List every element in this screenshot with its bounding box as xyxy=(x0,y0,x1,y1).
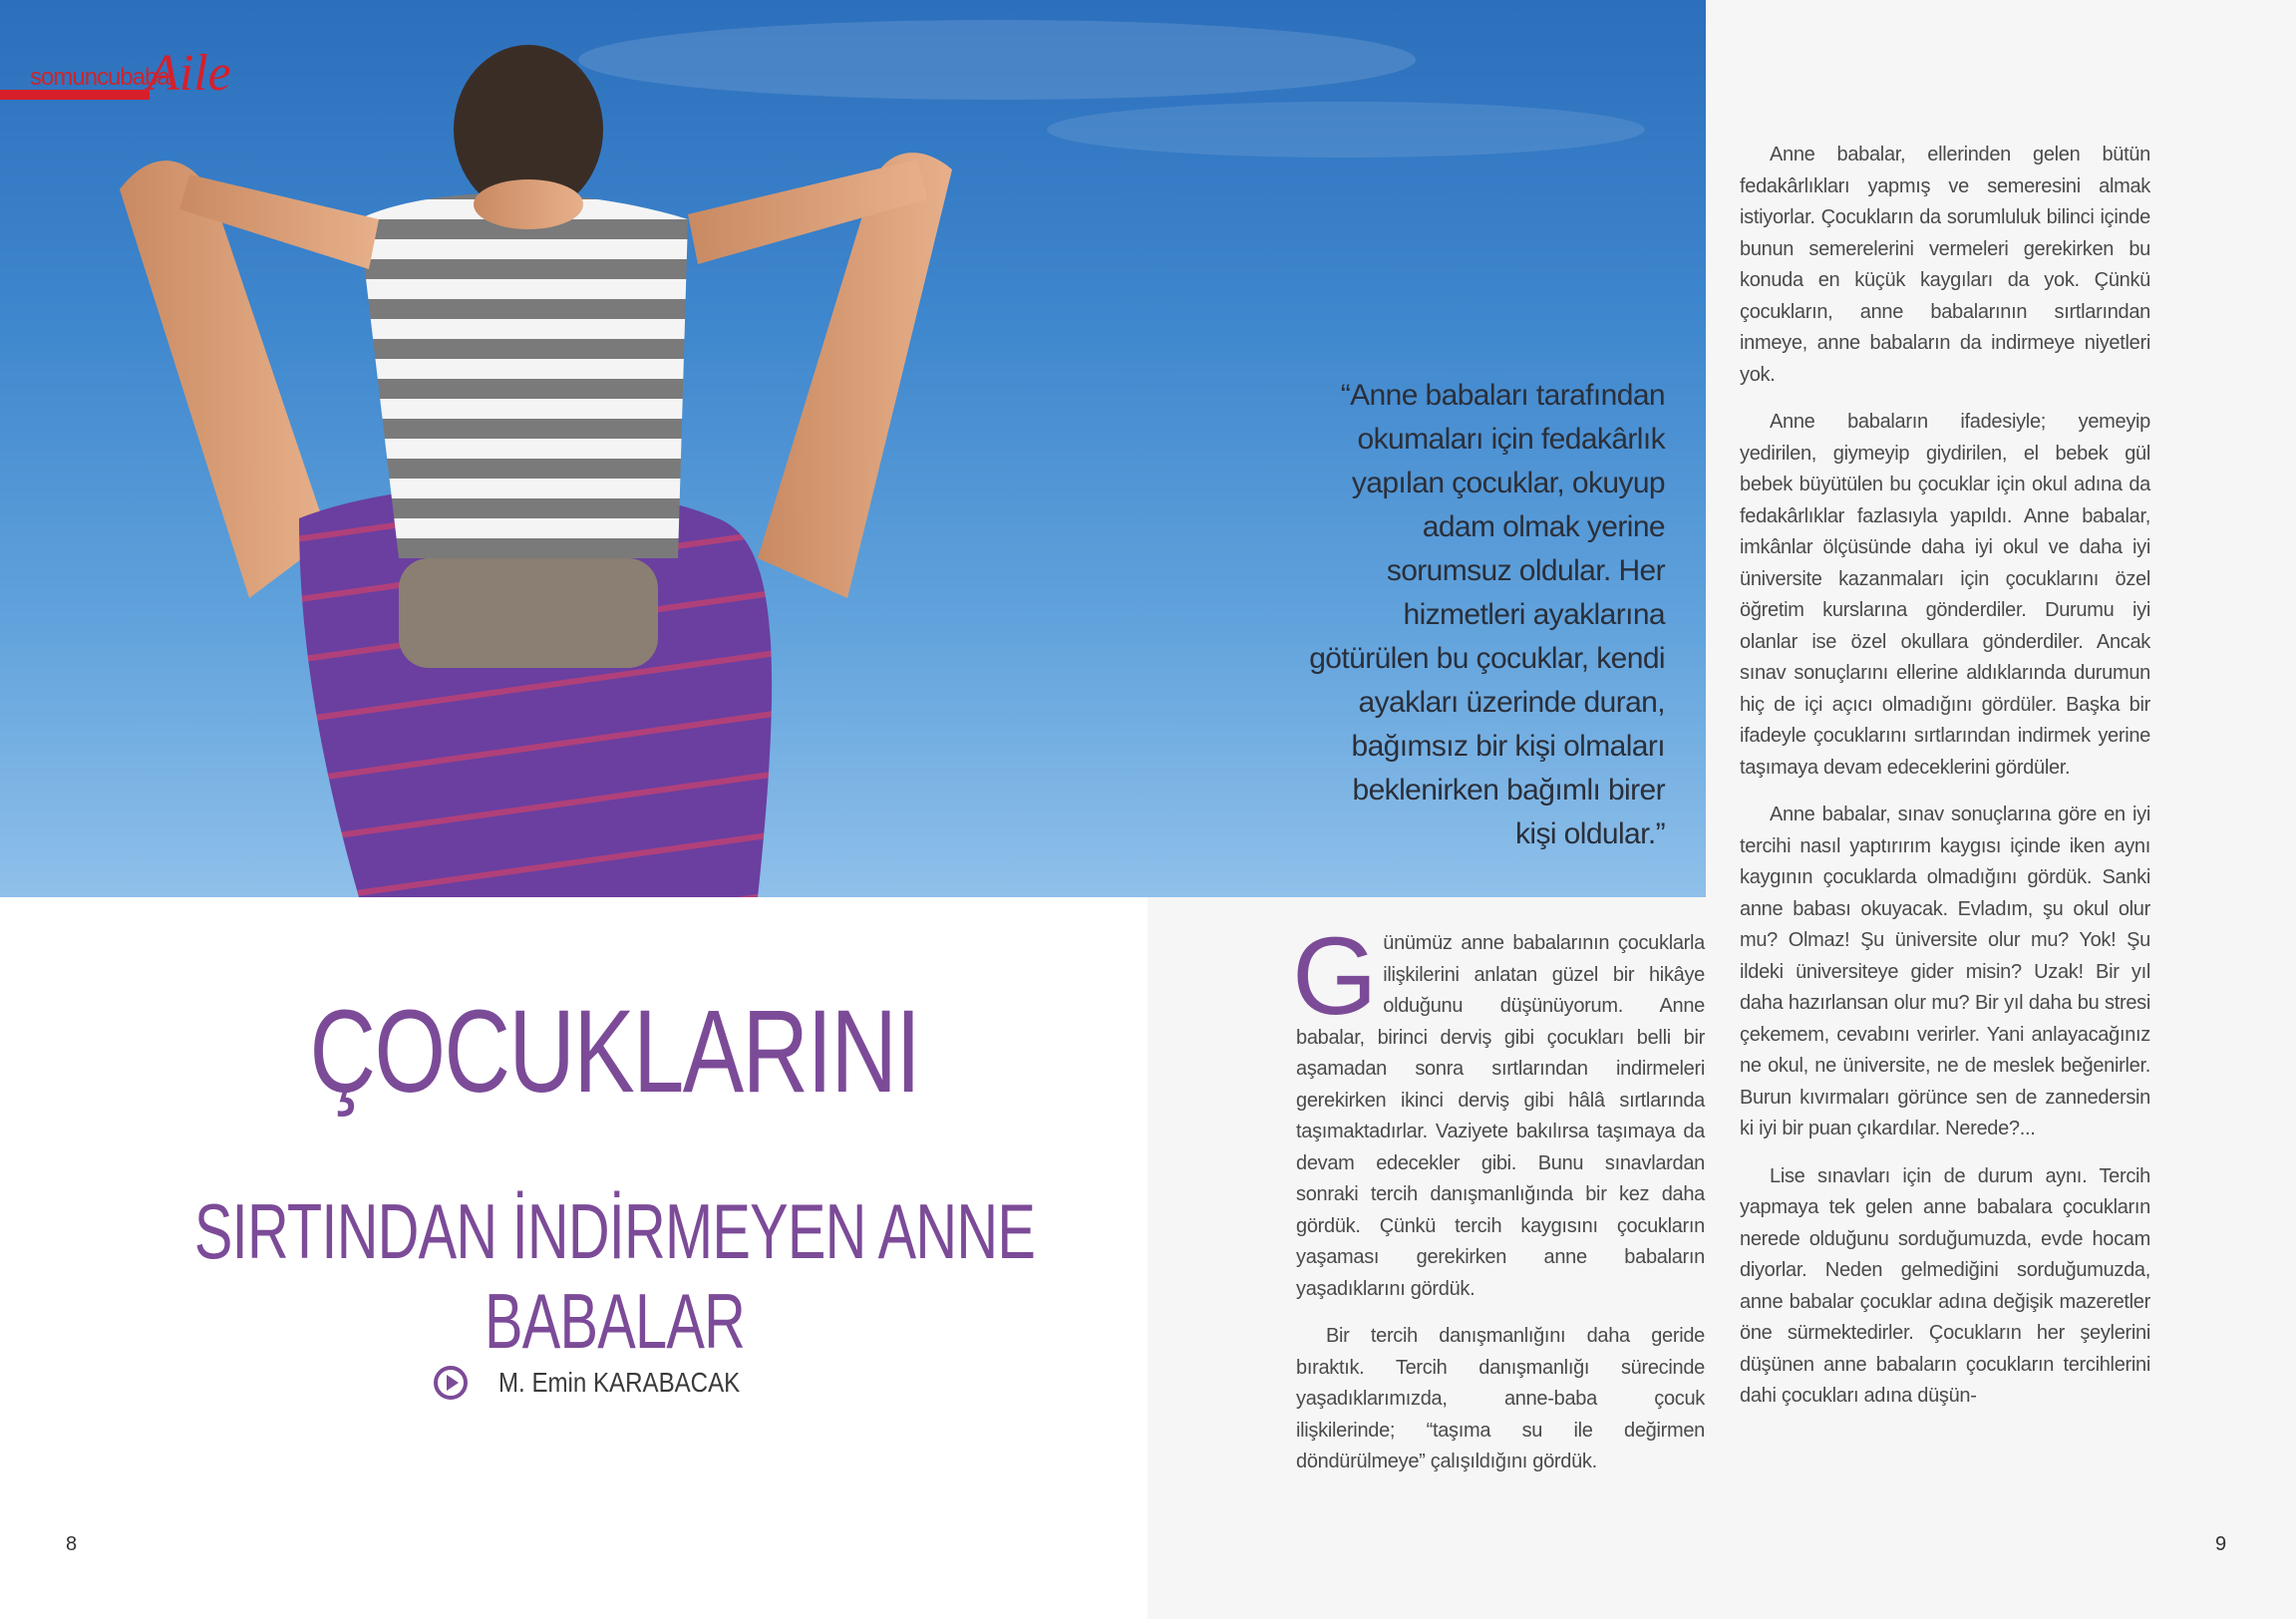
page-number-right: 9 xyxy=(2215,1533,2227,1555)
page-number-left: 8 xyxy=(66,1533,78,1555)
body-paragraph: Anne babaların ifadesiyle; yemeyip yedirilen, giymeyip giydirilen, el bebek gül bebek büyütülen bu çocuklar için okul adına da fedakârlıklar fazlasıyla yapıldı. Anne babalar, imkânlar ölçüsünde daha iyi okul ve daha iyi üniversite kazanmaları için çocuklarını özel öğretim kurslarına gönderdiler. Durumu iyi olanlar ise özel okullara gönderdiler. Ancak sınav sonuçlarını ellerine aldıklarında durumun hiç de içi açıcı olmadığını gördüler. Başka bir ifadeyle çocuklarını sırtlarından indirmek yerine taşımaya devam edeceklerini gördüler. xyxy=(1740,411,2150,779)
body-column-right xyxy=(1740,140,2150,1429)
body-column-left xyxy=(1292,915,1705,1494)
body-paragraph-text: ünümüz anne babalarının çocuklarla ilişkilerini anlatan güzel bir hikâye olduğunu düşünüyorum. Anne babalar, birinci derviş gibi çocukları belli bir aşamadan sonra sırtlarından indirmeleri gerekirken ikinci derviş gibi hâlâ sırtlarında taşımaktadırlar. Vaziyete bakılırsa taşımaya da devam edecekler gibi. Bunu sınavlardan sonraki tercih danışmanlığında bir kez daha gördük. Çünkü tercih kaygısını çocukların yaşaması gerekirken anne babaların yaşadıklarını gördük. xyxy=(1296,932,1705,1300)
article-title: ÇOCUKLARINI xyxy=(309,986,920,1118)
brand-name: somuncubaba xyxy=(30,64,169,91)
author-byline xyxy=(433,1365,831,1407)
body-paragraph xyxy=(1292,915,1705,1305)
drop-cap: G xyxy=(1292,915,1378,1038)
body-paragraph: Bir tercih danışmanlığını daha geride bıraktık. Tercih danışmanlığı sürecinde yaşadıklarımızda, anne-baba çocuk ilişkilerinde; “taşıma su ile değirmen döndürülmeye” çalışıldığını gördük. xyxy=(1296,1325,1705,1472)
body-paragraph: Anne babalar, ellerinden gelen bütün fedakârlıkları yapmış ve semeresini almak istiyorlar. Çocukların da sorumluluk bilinci içinde bunun semerelerini vermeleri gerekirken bu konuda en küçük kaygıları da yok. Çünkü çocukların, anne babalarının sırtlarından inmeye, anne babaların da indirmeye niyetleri yok. xyxy=(1740,144,2150,386)
article-subtitle: SIRTINDAN İNDİRMEYEN ANNE BABALAR xyxy=(193,1187,1036,1365)
author-name: M. Emin KARABACAK xyxy=(498,1367,741,1398)
body-paragraph: Anne babalar, sınav sonuçlarına göre en iyi tercihi nasıl yaptırırım kaygısı içinde iken aynı kaygının çocuklarda olmadığını gördük. Sanki anne babası okuyacak. Evladım, şu okul olur mu? Olmaz! Şu üniversite olur mu? Yok! Şu ildeki üniversiteye gider misin? Uzak! Bir yıl daha hazırlansan olur mu? Bir yıl daha bu stresi çekemem, cevabını verirler. Yani anlayacağınız ne okul, ne üniversite, ne de meslek beğenirler. Burun kıvırmaları görünce sen de zannedersin ki iyi bir puan çıkardılar. Nerede?... xyxy=(1740,804,2150,1139)
play-circle-icon xyxy=(433,1365,469,1401)
brand-section: Aile xyxy=(148,45,231,102)
pull-quote: “Anne babaları tarafından okumaları için fedakârlık yapılan çocuklar, okuyup adam olmak yerine sorumsuz oldular. Her hizmetleri ayaklarına götürülen bu çocuklar, kendi ayakları üzerinde duran, bağımsız bir kişi olmaları beklenirken bağımlı birer kişi oldular.” xyxy=(1309,379,1665,850)
brand-logo xyxy=(0,45,259,110)
body-paragraph: Lise sınavları için de durum aynı. Tercih yapmaya tek gelen anne babalara çocukların nerede olduğunu sorduğumuzda, evde hocam diyorlar. Neden gelmediğini sorduğumuzda, anne babalar çocuklar adına değişik mazeretler öne sürmektedirler. Çocukların her şeylerini düşünen anne babaların çocukların tercihlerini dahi çocukları adına düşün- xyxy=(1740,1164,2150,1407)
